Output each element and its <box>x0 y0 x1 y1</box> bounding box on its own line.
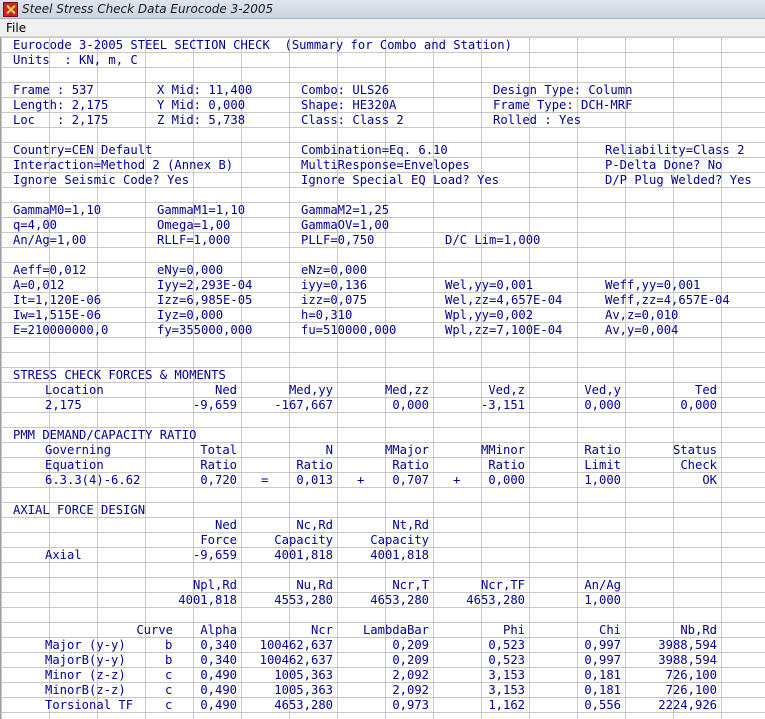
forces-heading: STRESS CHECK FORCES & MOMENTS <box>13 368 226 382</box>
axial-row-label: Axial <box>45 548 82 562</box>
buckling-row-label: Torsional TF <box>45 698 134 712</box>
buckling-row-lambdabar: 2,092 <box>392 668 429 682</box>
pmm-major-ratio: 0,707 <box>392 473 429 487</box>
buckling-row-chi: 0,181 <box>584 668 621 682</box>
pmm-equation: 6.3.3(4)-6.62 <box>45 473 141 487</box>
prop-av-y: Av,y=0,004 <box>605 323 679 337</box>
buckling-row-nbrd: 726,100 <box>665 668 717 682</box>
pmm-heading: PMM DEMAND/CAPACITY RATIO <box>13 428 197 442</box>
pmm-h2-check: Check <box>680 458 717 472</box>
gamma-ov: GammaOV=1,00 <box>301 218 390 232</box>
frame-length: Length: 2,175 <box>13 98 109 112</box>
omega: Omega=1,00 <box>157 218 231 232</box>
buckling-row-nbrd: 726,100 <box>665 683 717 697</box>
buckling-row-label: Minor (z-z) <box>45 668 126 682</box>
forces-medzz: 0,000 <box>392 398 429 412</box>
menubar <box>0 19 765 37</box>
axial-ncrt: 4653,280 <box>370 593 429 607</box>
prop-fu: fu=510000,000 <box>301 323 397 337</box>
buckling-row-alpha: 0,340 <box>200 653 237 667</box>
prop-a: A=0,012 <box>13 278 65 292</box>
pmm-h2-minor-ratio: Ratio <box>488 458 525 472</box>
pmm-h1-mminor: MMinor <box>480 443 525 457</box>
buckling-row-ncr: 4653,280 <box>274 698 333 712</box>
pmm-plus-sign-1: + <box>357 473 365 487</box>
z-mid: Z Mid: 5,738 <box>157 113 246 127</box>
forces-ned: -9,659 <box>192 398 237 412</box>
buckling-row-label: MinorB(z-z) <box>45 683 126 697</box>
buckling-row-chi: 0,997 <box>584 638 621 652</box>
units-line: Units : KN, m, C <box>13 53 138 67</box>
axial-h1-ncrd: Nc,Rd <box>296 518 333 532</box>
pmm-h1-total: Total <box>200 443 237 457</box>
report-grid[interactable] <box>0 37 765 719</box>
buckling-row-label: MajorB(y-y) <box>45 653 126 667</box>
axial-ned: -9,659 <box>192 548 237 562</box>
rllf: RLLF=1,000 <box>157 233 231 247</box>
multiresponse: MultiResponse=Envelopes <box>301 158 470 172</box>
buckling-header-phi: Phi <box>502 623 525 637</box>
buckling-row-ncr: 100462,637 <box>259 638 333 652</box>
buckling-row-nbrd: 3988,594 <box>658 638 717 652</box>
axial-h1-ntrd: Nt,Rd <box>392 518 429 532</box>
ignore-seismic: Ignore Seismic Code? Yes <box>13 173 190 187</box>
buckling-row-lambdabar: 0,209 <box>392 653 429 667</box>
window-title: Steel Stress Check Data Eurocode 3-2005 <box>22 2 274 16</box>
pmm-h1-n: N <box>325 443 333 457</box>
x-mid: X Mid: 11,400 <box>157 83 253 97</box>
pmm-h2-n-ratio: Ratio <box>296 458 333 472</box>
buckling-row-ncr: 1005,363 <box>274 683 333 697</box>
section-class: Class: Class 2 <box>301 113 404 127</box>
pmm-status: OK <box>702 473 717 487</box>
axial-h3-nplrd: Npl,Rd <box>192 578 237 592</box>
buckling-header-alpha: Alpha <box>200 623 237 637</box>
buckling-row-curve: c <box>165 668 173 682</box>
prop-enz: eNz=0,000 <box>301 263 368 277</box>
forces-ted: 0,000 <box>680 398 717 412</box>
axial-ntrd: 4001,818 <box>370 548 429 562</box>
buckling-row-phi: 0,523 <box>488 638 525 652</box>
prop-weff-zz: Weff,zz=4,657E-04 <box>605 293 730 307</box>
buckling-row-alpha: 0,490 <box>200 698 237 712</box>
window-titlebar[interactable] <box>0 0 765 19</box>
axial-anag: 1,000 <box>584 593 621 607</box>
forces-location: 2,175 <box>45 398 82 412</box>
buckling-row-curve: c <box>165 698 173 712</box>
buckling-header-chi: Chi <box>598 623 621 637</box>
pmm-h2-equation: Equation <box>45 458 104 472</box>
forces-header-location: Location <box>45 383 104 397</box>
prop-iyy: Iyy=2,293E-04 <box>157 278 253 292</box>
interaction: Interaction=Method 2 (Annex B) <box>13 158 234 172</box>
axial-h1-ned: Ned <box>214 518 237 532</box>
pmm-h1-status: Status <box>672 443 717 457</box>
app-icon <box>3 2 18 17</box>
dc-limit: D/C Lim=1,000 <box>445 233 541 247</box>
an-ag: An/Ag=1,00 <box>13 233 87 247</box>
gamma-m2: GammaM2=1,25 <box>301 203 390 217</box>
prop-wpl-yy: Wpl,yy=0,002 <box>445 308 534 322</box>
forces-header-medyy: Med,yy <box>288 383 333 397</box>
prop-radius-z: izz=0,075 <box>301 293 368 307</box>
ignore-special-eq: Ignore Special EQ Load? Yes <box>301 173 500 187</box>
gamma-m0: GammaM0=1,10 <box>13 203 102 217</box>
buckling-row-curve: c <box>165 683 173 697</box>
forces-header-ned: Ned <box>214 383 237 397</box>
design-type: Design Type: Column <box>493 83 633 97</box>
y-mid: Y Mid: 0,000 <box>157 98 246 112</box>
combo: Combo: ULS26 <box>301 83 390 97</box>
pllf: PLLF=0,750 <box>301 233 375 247</box>
buckling-header-curve: Curve <box>136 623 173 637</box>
buckling-row-phi: 1,162 <box>488 698 525 712</box>
buckling-row-curve: b <box>165 653 173 667</box>
buckling-row-lambdabar: 0,209 <box>392 638 429 652</box>
axial-h2-force: Force <box>200 533 237 547</box>
axial-ncrd: 4001,818 <box>274 548 333 562</box>
axial-h3-ncrt: Ncr,T <box>392 578 429 592</box>
gamma-m1: GammaM1=1,10 <box>157 203 246 217</box>
shape: Shape: HE320A <box>301 98 397 112</box>
buckling-header-nbrd: Nb,Rd <box>680 623 717 637</box>
axial-h2-capacity-t: Capacity <box>370 533 429 547</box>
pmm-ratio-limit: 1,000 <box>584 473 621 487</box>
prop-iyz: Iyz=0,000 <box>157 308 224 322</box>
prop-iw: Iw=1,515E-06 <box>13 308 102 322</box>
pmm-h2-major-ratio: Ratio <box>392 458 429 472</box>
axial-h2-capacity-c: Capacity <box>274 533 333 547</box>
forces-header-vedz: Ved,z <box>488 383 525 397</box>
buckling-row-phi: 3,153 <box>488 668 525 682</box>
pmm-plus-sign-2: + <box>453 473 461 487</box>
buckling-header-lambdabar: LambdaBar <box>362 623 429 637</box>
pmm-h1-mmajor: MMajor <box>384 443 429 457</box>
buckling-row-lambdabar: 2,092 <box>392 683 429 697</box>
axial-h3-nurd: Nu,Rd <box>296 578 333 592</box>
rolled: Rolled : Yes <box>493 113 582 127</box>
prop-e: E=210000000,0 <box>13 323 109 337</box>
prop-av-z: Av,z=0,010 <box>605 308 679 322</box>
pmm-h2-ratio: Ratio <box>200 458 237 472</box>
pdelta: P-Delta Done? No <box>605 158 723 172</box>
buckling-row-ncr: 1005,363 <box>274 668 333 682</box>
pmm-h2-limit: Limit <box>584 458 621 472</box>
pmm-equals-sign: = <box>261 473 269 487</box>
forces-vedz: -3,151 <box>480 398 525 412</box>
buckling-row-label: Major (y-y) <box>45 638 126 652</box>
buckling-row-nbrd: 2224,926 <box>658 698 717 712</box>
prop-wel-yy: Wel,yy=0,001 <box>445 278 534 292</box>
buckling-header-ncr: Ncr <box>310 623 333 637</box>
pmm-n-ratio: 0,013 <box>296 473 333 487</box>
reliability: Reliability=Class 2 <box>605 143 745 157</box>
forces-header-vedy: Ved,y <box>584 383 621 397</box>
buckling-row-curve: b <box>165 638 173 652</box>
axial-heading: AXIAL FORCE DESIGN <box>13 503 146 517</box>
country: Country=CEN Default <box>13 143 153 157</box>
prop-radius-y: iyy=0,136 <box>301 278 368 292</box>
buckling-row-phi: 0,523 <box>488 653 525 667</box>
pmm-h1-governing: Governing <box>45 443 112 457</box>
forces-vedy: 0,000 <box>584 398 621 412</box>
pmm-h1-ratio: Ratio <box>584 443 621 457</box>
buckling-row-lambdabar: 0,973 <box>392 698 429 712</box>
pmm-minor-ratio: 0,000 <box>488 473 525 487</box>
buckling-row-alpha: 0,340 <box>200 638 237 652</box>
pmm-total-ratio: 0,720 <box>200 473 237 487</box>
prop-wpl-zz: Wpl,zz=7,100E-04 <box>445 323 563 337</box>
buckling-row-phi: 3,153 <box>488 683 525 697</box>
frame-loc: Loc : 2,175 <box>13 113 109 127</box>
prop-wel-zz: Wel,zz=4,657E-04 <box>445 293 563 307</box>
axial-h3-ncrtf: Ncr,TF <box>480 578 525 592</box>
report-title: Eurocode 3-2005 STEEL SECTION CHECK (Summary for Combo and Station) <box>13 38 512 52</box>
forces-medyy: -167,667 <box>274 398 333 412</box>
prop-eny: eNy=0,000 <box>157 263 224 277</box>
axial-ncrtf: 4653,280 <box>466 593 525 607</box>
prop-izz: Izz=6,985E-05 <box>157 293 253 307</box>
buckling-row-nbrd: 3988,594 <box>658 653 717 667</box>
buckling-row-alpha: 0,490 <box>200 683 237 697</box>
frame-type: Frame Type: DCH-MRF <box>493 98 633 112</box>
forces-header-ted: Ted <box>694 383 717 397</box>
axial-nurd: 4553,280 <box>274 593 333 607</box>
axial-h3-anag: An/Ag <box>584 578 621 592</box>
buckling-row-chi: 0,181 <box>584 683 621 697</box>
prop-it: It=1,120E-06 <box>13 293 102 307</box>
buckling-row-alpha: 0,490 <box>200 668 237 682</box>
prop-aeff: Aeff=0,012 <box>13 263 87 277</box>
buckling-row-chi: 0,997 <box>584 653 621 667</box>
prop-fy: fy=355000,000 <box>157 323 253 337</box>
frame-id: Frame : 537 <box>13 83 94 97</box>
dp-plug: D/P Plug Welded? Yes <box>605 173 752 187</box>
prop-h: h=0,310 <box>301 308 353 322</box>
buckling-row-chi: 0,556 <box>584 698 621 712</box>
axial-nplrd: 4001,818 <box>178 593 237 607</box>
prop-weff-yy: Weff,yy=0,001 <box>605 278 701 292</box>
menu-file[interactable]: File <box>6 20 27 35</box>
combination: Combination=Eq. 6.10 <box>301 143 448 157</box>
buckling-row-ncr: 100462,637 <box>259 653 333 667</box>
q-factor: q=4,00 <box>13 218 58 232</box>
forces-header-medzz: Med,zz <box>384 383 429 397</box>
